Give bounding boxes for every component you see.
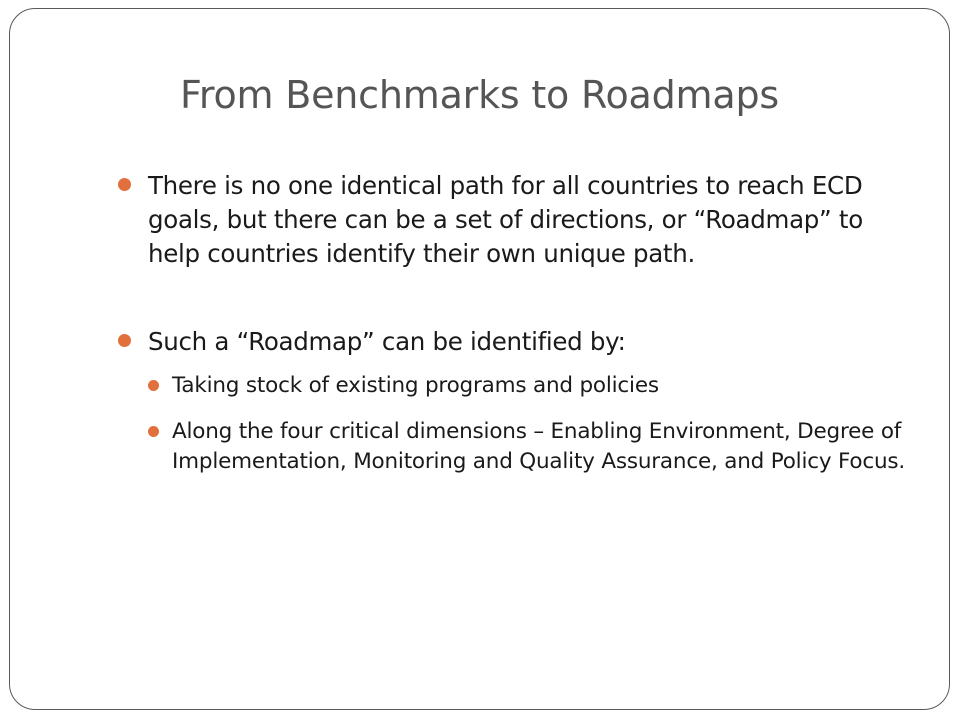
slide-title: From Benchmarks to Roadmaps: [180, 73, 779, 117]
bullet-item: [118, 169, 908, 271]
bullet-text: There is no one identical path for all countries to reach ECD goals, but there can be a set of directions, or “Roadmap” to help countries identify their own unique path.: [148, 171, 863, 268]
bullet-dot-icon: [148, 426, 159, 437]
slide-content: [118, 169, 908, 493]
sub-bullet-list: [148, 371, 908, 477]
bullet-item: [118, 325, 908, 359]
sub-bullet-text: Along the four critical dimensions – Enabling Environment, Degree of Implementation, Monitoring and Quality Assurance, and Policy Focus.: [172, 419, 906, 474]
bullet-dot-icon: [118, 178, 131, 191]
sub-bullet-text: Taking stock of existing programs and policies: [172, 373, 659, 398]
sub-bullet-item: [148, 417, 908, 477]
bullet-dot-icon: [148, 380, 159, 391]
sub-bullet-item: [148, 371, 908, 401]
bullet-text: Such a “Roadmap” can be identified by:: [148, 327, 626, 356]
slide-frame: [9, 8, 950, 710]
bullet-dot-icon: [118, 334, 131, 347]
